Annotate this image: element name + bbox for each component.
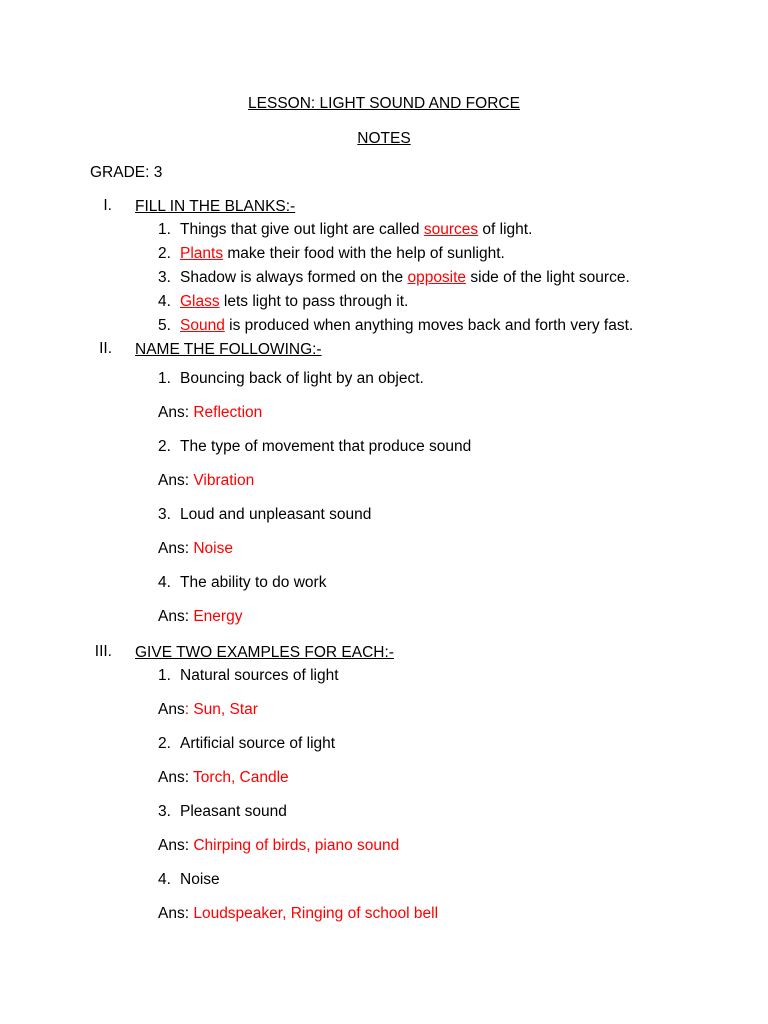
item-number: 5.	[158, 317, 171, 334]
item-text: make their food with the help of sunlight.	[223, 245, 505, 262]
question	[158, 666, 339, 686]
question-text: Bouncing back of light by an object.	[180, 370, 424, 387]
answer-line	[158, 539, 233, 559]
question-text: Pleasant sound	[180, 803, 287, 820]
item-text: of light.	[478, 221, 533, 238]
section-numeral: I.	[103, 197, 112, 214]
item-number: 2.	[158, 438, 171, 455]
item-number: 3.	[158, 803, 171, 820]
question	[158, 369, 424, 389]
item-number: 2.	[158, 245, 171, 262]
answer-text: Torch, Candle	[193, 769, 289, 786]
list-item	[158, 244, 505, 264]
answer-label: Ans:	[158, 769, 194, 786]
answer-text: Loudspeaker, Ringing of school bell	[193, 905, 439, 922]
question	[158, 505, 371, 525]
question	[158, 870, 220, 890]
answer-label: Ans:	[158, 404, 194, 421]
list-item	[158, 220, 532, 240]
item-number: 4.	[158, 293, 171, 310]
blank-answer: sources	[423, 221, 479, 238]
item-text: side of the light source.	[466, 269, 630, 286]
answer-label: Ans:	[158, 540, 194, 557]
question-text: The type of movement that produce sound	[180, 438, 472, 455]
question-text: Natural sources of light	[180, 667, 339, 684]
question	[158, 437, 471, 457]
answer-text: Energy	[193, 608, 243, 625]
section-heading: NAME THE FOLLOWING:-	[135, 341, 322, 358]
answer-line	[158, 403, 262, 423]
item-number: 4.	[158, 871, 171, 888]
answer-text: Chirping of birds, piano sound	[193, 837, 400, 854]
item-text: lets light to pass through it.	[219, 293, 409, 310]
answer-label: Ans	[158, 701, 185, 718]
answer-line	[158, 607, 242, 627]
answer-text: Noise	[193, 540, 233, 557]
answer-line	[158, 904, 438, 924]
blank-answer: opposite	[407, 269, 467, 286]
answer-line	[158, 700, 258, 720]
answer-text: : Sun, Star	[184, 701, 258, 718]
lesson-title: LESSON: LIGHT SOUND AND FORCE	[248, 95, 520, 112]
question-text: Noise	[180, 871, 220, 888]
item-number: 1.	[158, 221, 171, 238]
list-item	[158, 292, 408, 312]
blank-answer: Sound	[180, 317, 225, 334]
answer-text: Vibration	[193, 472, 255, 489]
answer-line	[158, 768, 289, 788]
blank-answer: Glass	[180, 293, 220, 310]
section-numeral: II.	[99, 340, 112, 357]
answer-text: Reflection	[193, 404, 263, 421]
question	[158, 802, 287, 822]
answer-label: Ans:	[158, 905, 194, 922]
question-text: Loud and unpleasant sound	[180, 506, 372, 523]
section-numeral: III.	[94, 643, 112, 660]
answer-label: Ans:	[158, 472, 194, 489]
answer-line	[158, 471, 254, 491]
question-text: The ability to do work	[180, 574, 327, 591]
question	[158, 734, 335, 754]
answer-line	[158, 836, 399, 856]
question	[158, 573, 326, 593]
answer-label: Ans:	[158, 837, 194, 854]
answer-label: Ans:	[158, 608, 194, 625]
blank-answer: Plants	[180, 245, 224, 262]
item-number: 1.	[158, 370, 171, 387]
item-number: 3.	[158, 506, 171, 523]
item-number: 4.	[158, 574, 171, 591]
item-text: is produced when anything moves back and forth very fast.	[224, 317, 634, 334]
notes-heading: NOTES	[357, 130, 411, 147]
section-heading: FILL IN THE BLANKS:-	[135, 198, 296, 215]
list-item	[158, 268, 630, 288]
item-text: Things that give out light are called	[180, 221, 424, 238]
item-number: 1.	[158, 667, 171, 684]
question-text: Artificial source of light	[180, 735, 336, 752]
section-heading: GIVE TWO EXAMPLES FOR EACH:-	[135, 644, 394, 661]
item-number: 3.	[158, 269, 171, 286]
item-text: Shadow is always formed on the	[180, 269, 408, 286]
list-item	[158, 316, 633, 336]
grade-label: GRADE: 3	[90, 164, 163, 181]
item-number: 2.	[158, 735, 171, 752]
